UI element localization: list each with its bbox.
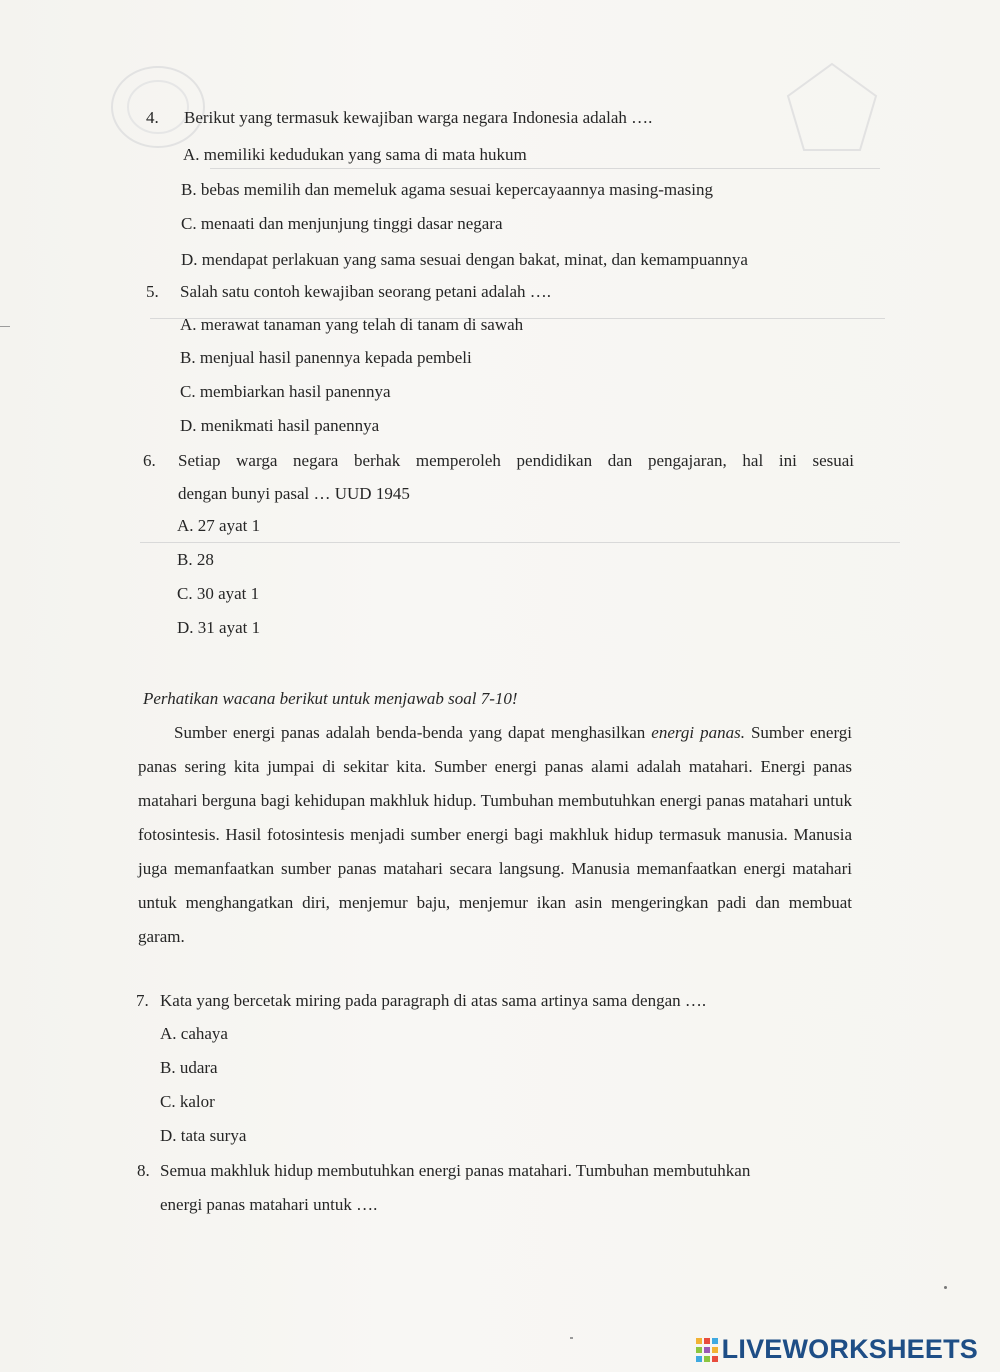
ghost-rule xyxy=(140,542,900,543)
question-number: 5. xyxy=(146,282,159,301)
liveworksheets-grid-icon xyxy=(696,1338,718,1362)
option-item: B. udara xyxy=(160,1058,218,1077)
question-text: Salah satu contoh kewajiban seorang petani adalah …. xyxy=(180,282,552,301)
question-number: 6. xyxy=(143,451,156,470)
option-item: C. kalor xyxy=(160,1092,215,1111)
scan-speck xyxy=(944,1286,947,1289)
question-number: 7. xyxy=(136,991,149,1010)
question-text: Semua makhluk hidup membutuhkan energi panas matahari. Tumbuhan membutuhkan xyxy=(160,1161,751,1180)
option-item: A. merawat tanaman yang telah di tanam di sawah xyxy=(180,315,524,334)
option-item: B. menjual hasil panennya kepada pembeli xyxy=(180,348,472,367)
option-item: D. menikmati hasil panennya xyxy=(180,416,380,435)
question-text: Berikut yang termasuk kewajiban warga negara Indonesia adalah …. xyxy=(184,108,653,127)
question-text: energi panas matahari untuk …. xyxy=(160,1195,378,1214)
option-item: A. cahaya xyxy=(160,1024,228,1043)
passage-text xyxy=(138,716,852,954)
question-text: Kata yang bercetak miring pada paragraph di atas sama artinya sama dengan …. xyxy=(160,991,707,1010)
liveworksheets-brand: LIVEWORKSHEETS xyxy=(721,1334,978,1364)
option-item: C. menaati dan menjunjung tinggi dasar negara xyxy=(181,214,503,233)
ghost-seal-left-icon xyxy=(108,62,208,152)
option-item: B. bebas memilih dan memeluk agama sesuai kepercayaannya masing-masing xyxy=(181,180,714,199)
scan-speck xyxy=(570,1337,573,1339)
option-item: D. tata surya xyxy=(160,1126,247,1145)
option-item: D. 31 ayat 1 xyxy=(177,618,261,637)
option-item: D. mendapat perlakuan yang sama sesuai dengan bakat, minat, dan kemampuannya xyxy=(181,250,748,269)
option-item: A. 27 ayat 1 xyxy=(177,516,261,535)
question-number: 8. xyxy=(137,1161,150,1180)
question-text: dengan bunyi pasal … UUD 1945 xyxy=(178,484,410,503)
page-crease xyxy=(0,326,10,327)
ghost-rule xyxy=(210,168,880,169)
option-item: C. 30 ayat 1 xyxy=(177,584,260,603)
option-item: B. 28 xyxy=(177,550,214,569)
passage-emphasis: energi panas. xyxy=(651,723,745,742)
liveworksheets-logo xyxy=(696,1334,978,1365)
question-text: Setiap warga negara berhak memperoleh pendidikan dan pengajaran, hal ini sesuai xyxy=(178,451,854,470)
option-item: C. membiarkan hasil panennya xyxy=(180,382,391,401)
passage-sentence-start: Sumber energi panas adalah benda-benda yang dapat menghasilkan xyxy=(174,723,646,742)
ghost-seal-right-icon xyxy=(782,58,882,158)
passage-instruction: Perhatikan wacana berikut untuk menjawab soal 7-10! xyxy=(143,689,518,708)
passage-body: Sumber energi panas sering kita jumpai di sekitar kita. Sumber energi panas alami adalah matahari. Energi panas matahari berguna bagi kehidupan makhluk hidup. Tumbuhan membutuhkan energi panas matahari untuk fotosintesis. Hasil fotosintesis menjadi sumber energi bagi makhluk hidup termasuk manusia. Manusia juga memanfaatkan sumber panas matahari secara langsung. Manusia memanfaatkan energi matahari untuk menghangatkan diri, menjemur baju, menjemur ikan asin mengeringkan padi dan membuat garam. xyxy=(138,723,853,946)
option-item: A. memiliki kedudukan yang sama di mata hukum xyxy=(183,145,527,164)
question-number: 4. xyxy=(146,108,159,127)
